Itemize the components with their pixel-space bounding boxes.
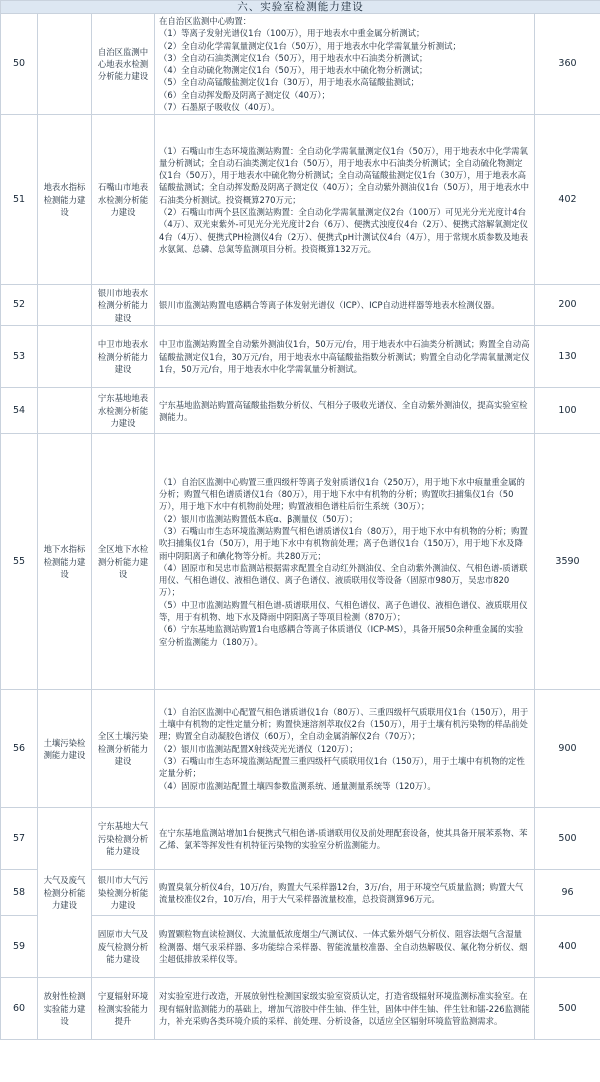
project-name: 银川市地表水检测分析能力建设 <box>92 285 155 326</box>
project-content: （1）石嘴山市生态环境监测站购置：全自动化学需氧量测定仪1台（50万），用于地表水中化学需氧量分析测试；全自动石油类测定仪1台（50万），用于地表水中石油类分析测试；全自动硫化物测定仪1台（50万），用于地表水中硫化物分析测试；全自动高锰酸盐测定仪1台（30万），用于地表水高锰酸盐测试；全自动挥发酚及阴离子测定仪（40万）；全自动紫外测油仪1台（50万），用于地表水中石油类分析测试。投资概算270万元； （2）石嘴山市两个县区监测站购置：全自动化学需氧量测定仪2台（100万）可见光分光光度计4台（4万）、双光束紫外-可见光分光光度计2台（6万）、便携式浊度仪4台（2万）、便携式溶解氧测定仪4台（4万）、便携式PH检测仪4台（2万）、便携式pH计测试仪4台（4万），用于常规水质参数及地表水氨氮、总磷、总氮等监测项目分析。投资概算132万元。 <box>155 115 535 285</box>
investment-amount: 900 <box>535 690 600 808</box>
category-cell <box>38 388 92 434</box>
project-content: 宁东基地监测站购置高锰酸盐指数分析仪、气相分子吸收光谱仪、全自动紫外测油仪，提高实验室检测能力。 <box>155 388 535 434</box>
row-number: 60 <box>1 978 38 1040</box>
project-name: 固原市大气及废气检测分析能力建设 <box>92 916 155 978</box>
table-row <box>1 978 600 1040</box>
row-number: 56 <box>1 690 38 808</box>
investment-amount: 3590 <box>535 434 600 690</box>
investment-amount: 100 <box>535 388 600 434</box>
category-cell <box>38 326 92 388</box>
project-name: 银川市大气污染检测分析能力建设 <box>92 870 155 916</box>
investment-amount: 130 <box>535 326 600 388</box>
project-content: 购置颗粒物直读检测仪、大流量低浓度烟尘/气测试仪、一体式紫外烟气分析仪、阻容法烟气含湿量检测器、烟气汞采样器、多功能综合采样器、智能流量校准器、全自动热解吸仪、氟化物分析仪、烟尘超低排放采样仪等。 <box>155 916 535 978</box>
project-content: 在自治区监测中心购置： （1）等离子发射光谱仪1台（100万），用于地表水中重金属分析测试； （2）全自动化学需氧量测定仪1台（50万），用于地表水中化学需氧量分析测试； （3）全自动石油类测定仪1台（50万），用于地表水中石油类分析测试； （4）全自动硫化物测定仪1台（50万），用于地表水中硫化物分析测试； （5）全自动高锰酸盐测定仪1台（30万），用于地表水高锰酸盐测试； （6）全自动挥发酚及阴离子测定仪（40万）； （7）石墨原子吸收仪（40万）。 <box>155 14 535 115</box>
investment-amount: 402 <box>535 115 600 285</box>
project-content: 银川市监测站购置电感耦合等离子体发射光谱仪（ICP）、ICP自动进样器等地表水检测仪器。 <box>155 285 535 326</box>
row-number: 51 <box>1 115 38 285</box>
table-row <box>1 326 600 388</box>
section-title: 六、实验室检测能力建设 <box>1 1 600 14</box>
table-row <box>1 690 600 808</box>
investment-amount: 96 <box>535 870 600 916</box>
project-name: 自治区监测中心地表水检测分析能力建设 <box>92 14 155 115</box>
project-name: 全区土壤污染检测分析能力建设 <box>92 690 155 808</box>
row-number: 58 <box>1 870 38 916</box>
table-row <box>1 285 600 326</box>
row-number: 52 <box>1 285 38 326</box>
table-row <box>1 808 600 870</box>
row-number: 57 <box>1 808 38 870</box>
row-number: 55 <box>1 434 38 690</box>
row-number: 59 <box>1 916 38 978</box>
investment-amount: 200 <box>535 285 600 326</box>
project-name: 宁东基地地表水检测分析能力建设 <box>92 388 155 434</box>
category-cell <box>38 285 92 326</box>
investment-amount: 500 <box>535 808 600 870</box>
project-content: 对实验室进行改造，开展放射性检测国家级实验室资质认定，打造省级辐射环境监测标准实验室。在现有辐射监测能力的基础上，增加气溶胶中伴生铀、伴生钍，固体中伴生铀、伴生钍和镭-226监测能力，补充采购各类环境介质的采样、前处理、分析设备，以适应全区辐射环境监管监测需求。 <box>155 978 535 1040</box>
project-content: 购置臭氧分析仪4台，10万/台，购置大气采样器12台，3万/台，用于环境空气质量监测；购置大气流量校准仪2台，10万/台，用于大气采样器流量校准，总投资测算96万元。 <box>155 870 535 916</box>
project-name: 石嘴山市地表水检测分析能力建设 <box>92 115 155 285</box>
row-number: 50 <box>1 14 38 115</box>
investment-amount: 500 <box>535 978 600 1040</box>
project-name: 中卫市地表水检测分析能力建设 <box>92 326 155 388</box>
category-cell: 土壤污染检测能力建设 <box>38 690 92 808</box>
table-row <box>1 388 600 434</box>
project-name: 宁东基地大气污染检测分析能力建设 <box>92 808 155 870</box>
category-cell <box>38 14 92 115</box>
project-name: 宁夏辐射环境检测实验能力提升 <box>92 978 155 1040</box>
project-content: （1）自治区监测中心购置三重四级杆等离子发射质谱仪1台（250万），用于地下水中痕量重金属的分析；购置气相色谱质谱仪1台（80万），用于地下水中有机物的分析；购置吹扫捕集仪1台（50万），用于地下水中有机物前处理；购置液相色谱柱后衍生系统（30万）； （2）银川市监测站购置低本底α、β测量仪（50万）； （3）石嘴山市生态环境监测站购置气相色谱质谱仪1台（80万），用于地下水中有机物的分析；购置吹扫捕集仪1台（50万），用于地下水中有机物前处理；离子色谱仪1台（150万），用于地下水及降雨中阴阳离子和碘化物等分析。共280万元； （4）固原市和吴忠市监测站根据需求配置全自动红外测油仪、全自动紫外测油仪、气相色谱-质谱联用仪、气相色谱仪、液相色谱仪、离子色谱仪、液质联用仪等设备（固原市980万，吴忠市820万）； （5）中卫市监测站购置气相色谱-质谱联用仪、气相色谱仪、离子色谱仪、液相色谱仪、液质联用仪等，用于有机物、地下水及降雨中阴阳离子等项目检测（870万）； （6）宁东基地监测站购置1台电感耦合等离子体质谱仪（ICP-MS），具备开展50余种重金属的实验室分析监测能力（180万）。 <box>155 434 535 690</box>
row-number: 53 <box>1 326 38 388</box>
project-content: 在宁东基地监测站增加1台便携式气相色谱-质谱联用仪及前处理配套设备，使其具备开展苯系物、苯乙烯、氯苯等挥发性有机特征污染物的实验室分析监测能力。 <box>155 808 535 870</box>
project-content: （1）自治区监测中心配置气相色谱质谱仪1台（80万）、三重四级杆气质联用仪1台（150万），用于土壤中有机物的定性定量分析；购置快速溶剂萃取仪2台（150万），用于土壤有机污染物的样品前处理；购置全自动凝胶色谱仪（60万），全自动金属消解仪2台（70万）； （2）银川市监测站配置X射线荧光光谱仪（120万）； （3）石嘴山市生态环境监测站配置三重四级杆气质联用仪1台（150万），用于土壤中有机物的定性定量分析； （4）固原市监测站配置土壤四参数监测系统、通量测量系统等（120万）。 <box>155 690 535 808</box>
category-cell: 大气及废气检测分析能力建设 <box>38 808 92 978</box>
project-content: 中卫市监测站购置全自动紫外测油仪1台，50万元/台，用于地表水中石油类分析测试；购置全自动高锰酸盐测定仪1台，30万元/台，用于地表水中高锰酸盐指数分析测试；购置全自动化学需氧量测定仪1台，50万元/台，用于地表水中化学需氧量分析测试。 <box>155 326 535 388</box>
category-cell: 地下水指标检测能力建设 <box>38 434 92 690</box>
investment-amount: 360 <box>535 14 600 115</box>
table-row <box>1 14 600 115</box>
category-cell: 放射性检测实验能力建设 <box>38 978 92 1040</box>
category-cell: 地表水指标检测能力建设 <box>38 115 92 285</box>
table-row <box>1 434 600 690</box>
row-number: 54 <box>1 388 38 434</box>
project-name: 全区地下水检测分析能力建设 <box>92 434 155 690</box>
investment-amount: 400 <box>535 916 600 978</box>
table-row <box>1 115 600 285</box>
